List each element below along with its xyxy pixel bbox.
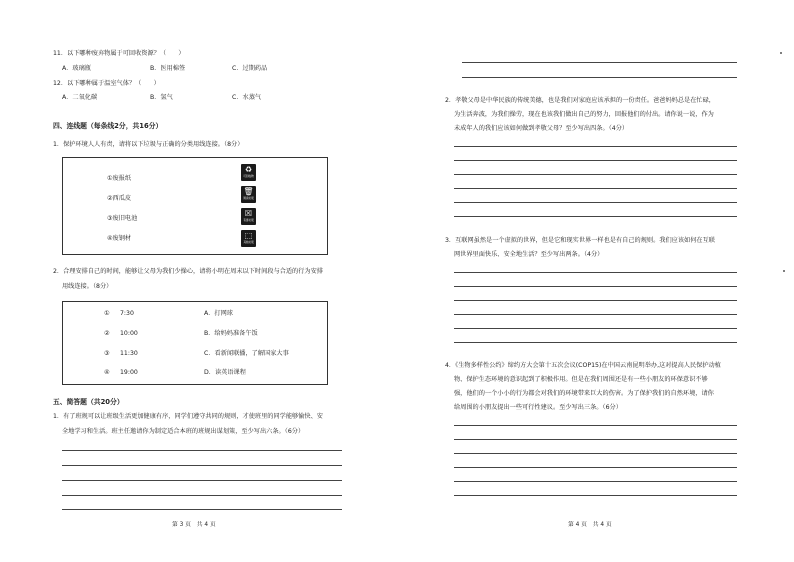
question-12-option-c: C．水蒸气 <box>232 94 262 101</box>
answer-line[interactable] <box>454 467 737 468</box>
recyclable-bin-icon: ♻ 可回收物 <box>241 164 256 181</box>
short-answer-3-line-2: 网世界里面快乐、安全地生活？至少写出两条。（4分） <box>454 251 604 258</box>
answer-line[interactable] <box>454 216 737 217</box>
answer-line[interactable] <box>462 77 737 78</box>
waste-item-watermelon-rind: ②西瓜皮 <box>107 195 132 202</box>
schedule-row-activity: C．看新闻联播，了解国家大事 <box>204 350 289 357</box>
answer-line[interactable] <box>462 62 737 63</box>
scan-speck <box>780 52 782 54</box>
exam-page-4 <box>397 0 794 562</box>
question-11-stem: 11．以下哪种废弃物属于可回收资源？（ ） <box>53 50 185 57</box>
page-number-footer: 第 3 页 共 4 页 <box>172 522 216 528</box>
schedule-row-activity: A．打网球 <box>204 310 233 317</box>
answer-line[interactable] <box>454 481 737 482</box>
short-answer-2-line-2: 为生活奔波，为我们操劳，现在也该我们做出自己的努力，回报他们的付出。请你说一说，作为 <box>454 111 714 118</box>
answer-line[interactable] <box>454 300 737 301</box>
answer-line[interactable] <box>454 439 737 440</box>
question-11-option-a: A．玻璃瓶 <box>62 65 91 72</box>
schedule-row-time: 19:00 <box>120 369 138 376</box>
question-12-option-a: A．二氧化碳 <box>62 94 98 101</box>
answer-line[interactable] <box>454 174 737 175</box>
kitchen-waste-bin-icon: 🗑 厨余垃圾 <box>241 186 256 203</box>
schedule-row-time: 7:30 <box>120 310 134 317</box>
schedule-matching-box <box>62 301 328 385</box>
answer-line[interactable] <box>454 342 737 343</box>
short-answer-2-line-1: 2．孝敬父母是中华民族的传统美德，也是我们对家庭应该承担的一份责任。爸爸妈妈总是在忙碌， <box>445 97 715 104</box>
short-answer-2-line-3: 未成年人的我们应该如何做到孝敬父母？至少写出四条。（4分） <box>454 125 629 132</box>
answer-line[interactable] <box>454 495 737 496</box>
short-answer-3-line-1: 3．互联网虽然是一个虚拟的世界，但是它和现实世界一样也是有自己的规则。我们应该如何在互联 <box>445 237 715 244</box>
short-answer-1-line-1: 1．有了班规可以让班级生活更加健康有序，同学们遵守共同的规则，才使班里的同学能够愉快、安 <box>53 413 323 420</box>
answer-line[interactable] <box>62 450 342 451</box>
short-answer-4-line-1: 4．《生物多样性公约》缔约方大会第十五次会议(COP15)在中国云南昆明举办,这对提高人民保护动植 <box>445 362 721 369</box>
answer-line[interactable] <box>454 202 737 203</box>
answer-line[interactable] <box>454 425 737 426</box>
matching-question-2-stem-line-2: 用线连接。（8分） <box>62 283 113 290</box>
schedule-row-time: 10:00 <box>120 330 138 337</box>
schedule-row-activity: B．给妈妈准备午饭 <box>204 330 258 337</box>
short-answer-1-line-2: 全地学习和生活。班主任邀请你为制定适合本班的班规出谋划策，至少写出六条。（6分） <box>62 428 305 435</box>
schedule-row-number: ① <box>104 310 110 317</box>
question-12-option-b: B．氢气 <box>150 94 173 101</box>
waste-sorting-box <box>62 157 328 255</box>
schedule-row-time: 11:30 <box>120 350 138 357</box>
schedule-row-activity: D．读英语课程 <box>204 369 246 376</box>
page-number-footer: 第 4 页 共 4 页 <box>568 522 612 528</box>
answer-line[interactable] <box>454 328 737 329</box>
answer-line[interactable] <box>454 160 737 161</box>
section-4-heading: 四、连线题（每条线2分，共16分） <box>53 122 163 130</box>
answer-line[interactable] <box>454 146 737 147</box>
answer-line[interactable] <box>454 272 737 273</box>
answer-line[interactable] <box>62 465 342 466</box>
scan-speck <box>783 270 785 272</box>
answer-line[interactable] <box>62 480 342 481</box>
waste-item-scrap-steel: ④废钢材 <box>107 235 132 242</box>
answer-line[interactable] <box>454 453 737 454</box>
answer-line[interactable] <box>62 509 342 510</box>
schedule-row-number: ③ <box>104 350 110 357</box>
answer-line[interactable] <box>62 495 342 496</box>
schedule-row-number: ④ <box>104 369 110 376</box>
section-5-heading: 五、简答题（共20分） <box>53 398 124 406</box>
schedule-row-number: ② <box>104 330 110 337</box>
question-11-option-c: C．过期药品 <box>232 65 268 72</box>
waste-item-newspaper: ①废报纸 <box>107 175 132 182</box>
matching-question-2-stem-line-1: 2．合理安排自己的时间，能够让父母为我们少操心，请将小明在周末以下时间段与合适的行为安排 <box>53 268 323 275</box>
answer-line[interactable] <box>454 188 737 189</box>
short-answer-4-line-3: 强，他们的一个小小的行为都会对我们的环境带来巨大的伤害。为了保护我们的自然环境，请你 <box>454 390 714 397</box>
answer-line[interactable] <box>454 314 737 315</box>
question-11-option-b: B．医用棉签 <box>150 65 186 72</box>
question-12-stem: 12．以下哪种属于温室气体？（ ） <box>53 80 160 87</box>
hazardous-waste-bin-icon: ☒ 有害垃圾 <box>241 208 256 225</box>
waste-item-old-battery: ③废旧电池 <box>107 215 138 222</box>
other-waste-bin-icon: ⬚ 其他垃圾 <box>241 230 256 247</box>
answer-line[interactable] <box>454 286 737 287</box>
matching-question-1-stem: 1．保护环境人人有责，请将以下垃圾与正确的分类用线连接。（8分） <box>53 141 244 148</box>
short-answer-4-line-4: 给周围的小朋友提出一些可行性建议。至少写出三条。（6分） <box>454 404 622 411</box>
short-answer-4-line-2: 物、保护生态环境的意识起到了积极作用。但是在我们周围还是有一些小朋友的环保意识不够 <box>454 376 708 383</box>
